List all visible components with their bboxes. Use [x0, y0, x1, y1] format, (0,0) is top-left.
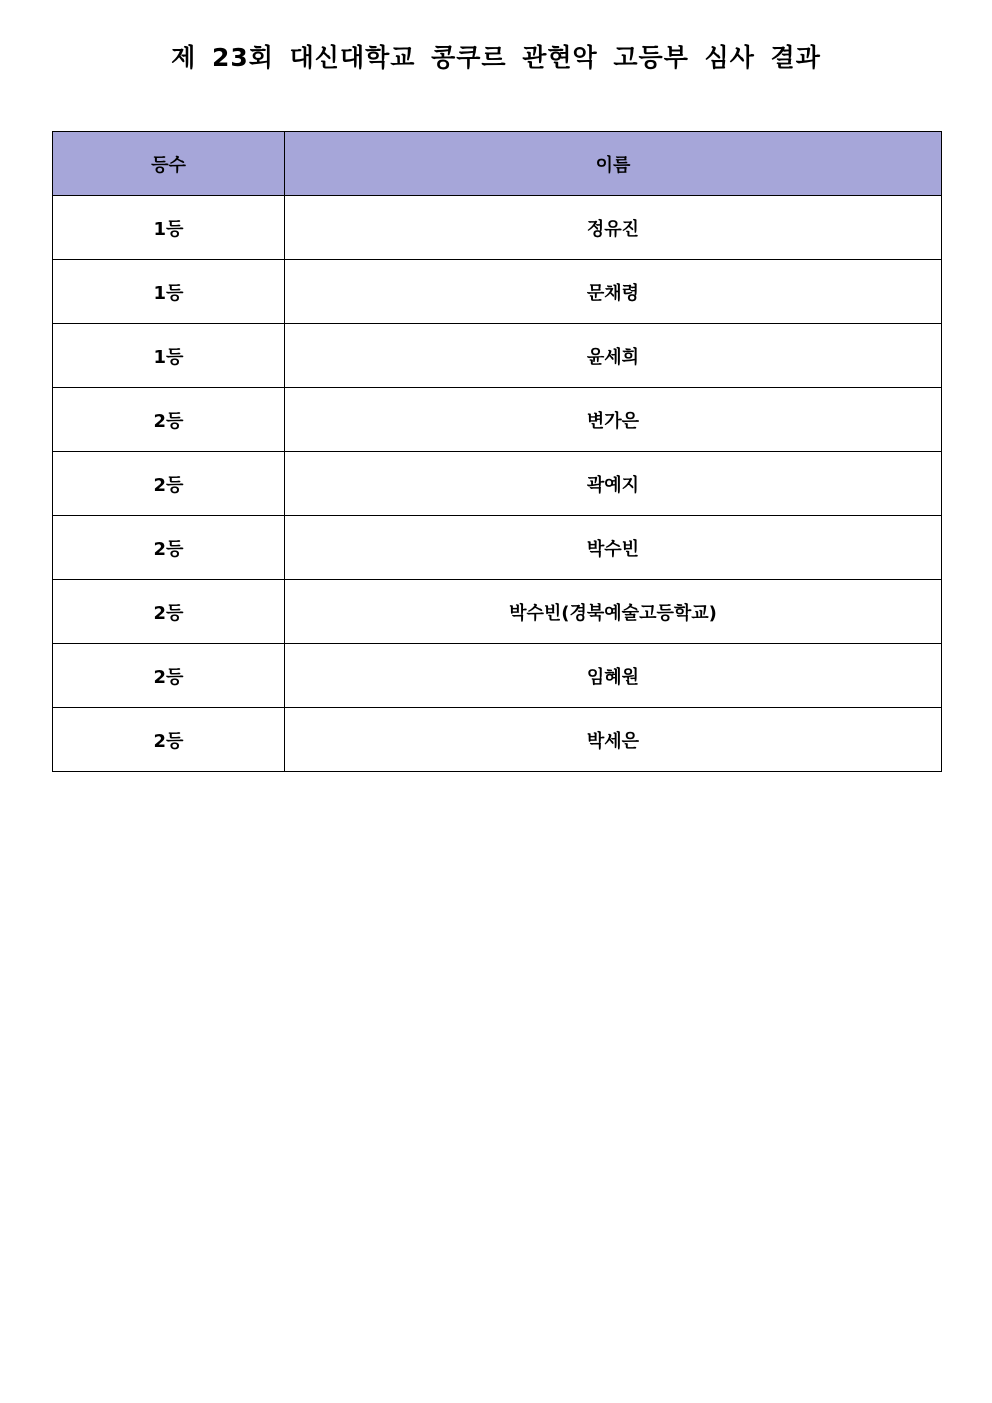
table-row: [53, 708, 942, 772]
name-cell: 박수빈: [285, 516, 942, 580]
table-row: [53, 452, 942, 516]
column-header-name: 이름: [285, 132, 942, 196]
table-row: [53, 324, 942, 388]
name-cell: 임혜원: [285, 644, 942, 708]
name-cell: 곽예지: [285, 452, 942, 516]
rank-cell: 2등: [53, 452, 285, 516]
name-cell: 박세은: [285, 708, 942, 772]
name-cell: 문채령: [285, 260, 942, 324]
table-header-row: [53, 132, 942, 196]
rank-cell: 1등: [53, 324, 285, 388]
table-row: [53, 644, 942, 708]
name-cell: 정유진: [285, 196, 942, 260]
column-header-rank: 등수: [53, 132, 285, 196]
rank-cell: 1등: [53, 260, 285, 324]
rank-cell: 2등: [53, 708, 285, 772]
name-cell: 박수빈(경북예술고등학교): [285, 580, 942, 644]
table-row: [53, 196, 942, 260]
page-title: 제 23회 대신대학교 콩쿠르 관현악 고등부 심사 결과: [171, 43, 821, 72]
rank-cell: 2등: [53, 388, 285, 452]
rank-cell: 1등: [53, 196, 285, 260]
rank-cell: 2등: [53, 516, 285, 580]
name-cell: 윤세희: [285, 324, 942, 388]
table-row: [53, 516, 942, 580]
results-table: [52, 131, 942, 772]
rank-cell: 2등: [53, 644, 285, 708]
table-row: [53, 260, 942, 324]
table-row: [53, 580, 942, 644]
table-row: [53, 388, 942, 452]
name-cell: 변가은: [285, 388, 942, 452]
rank-cell: 2등: [53, 580, 285, 644]
